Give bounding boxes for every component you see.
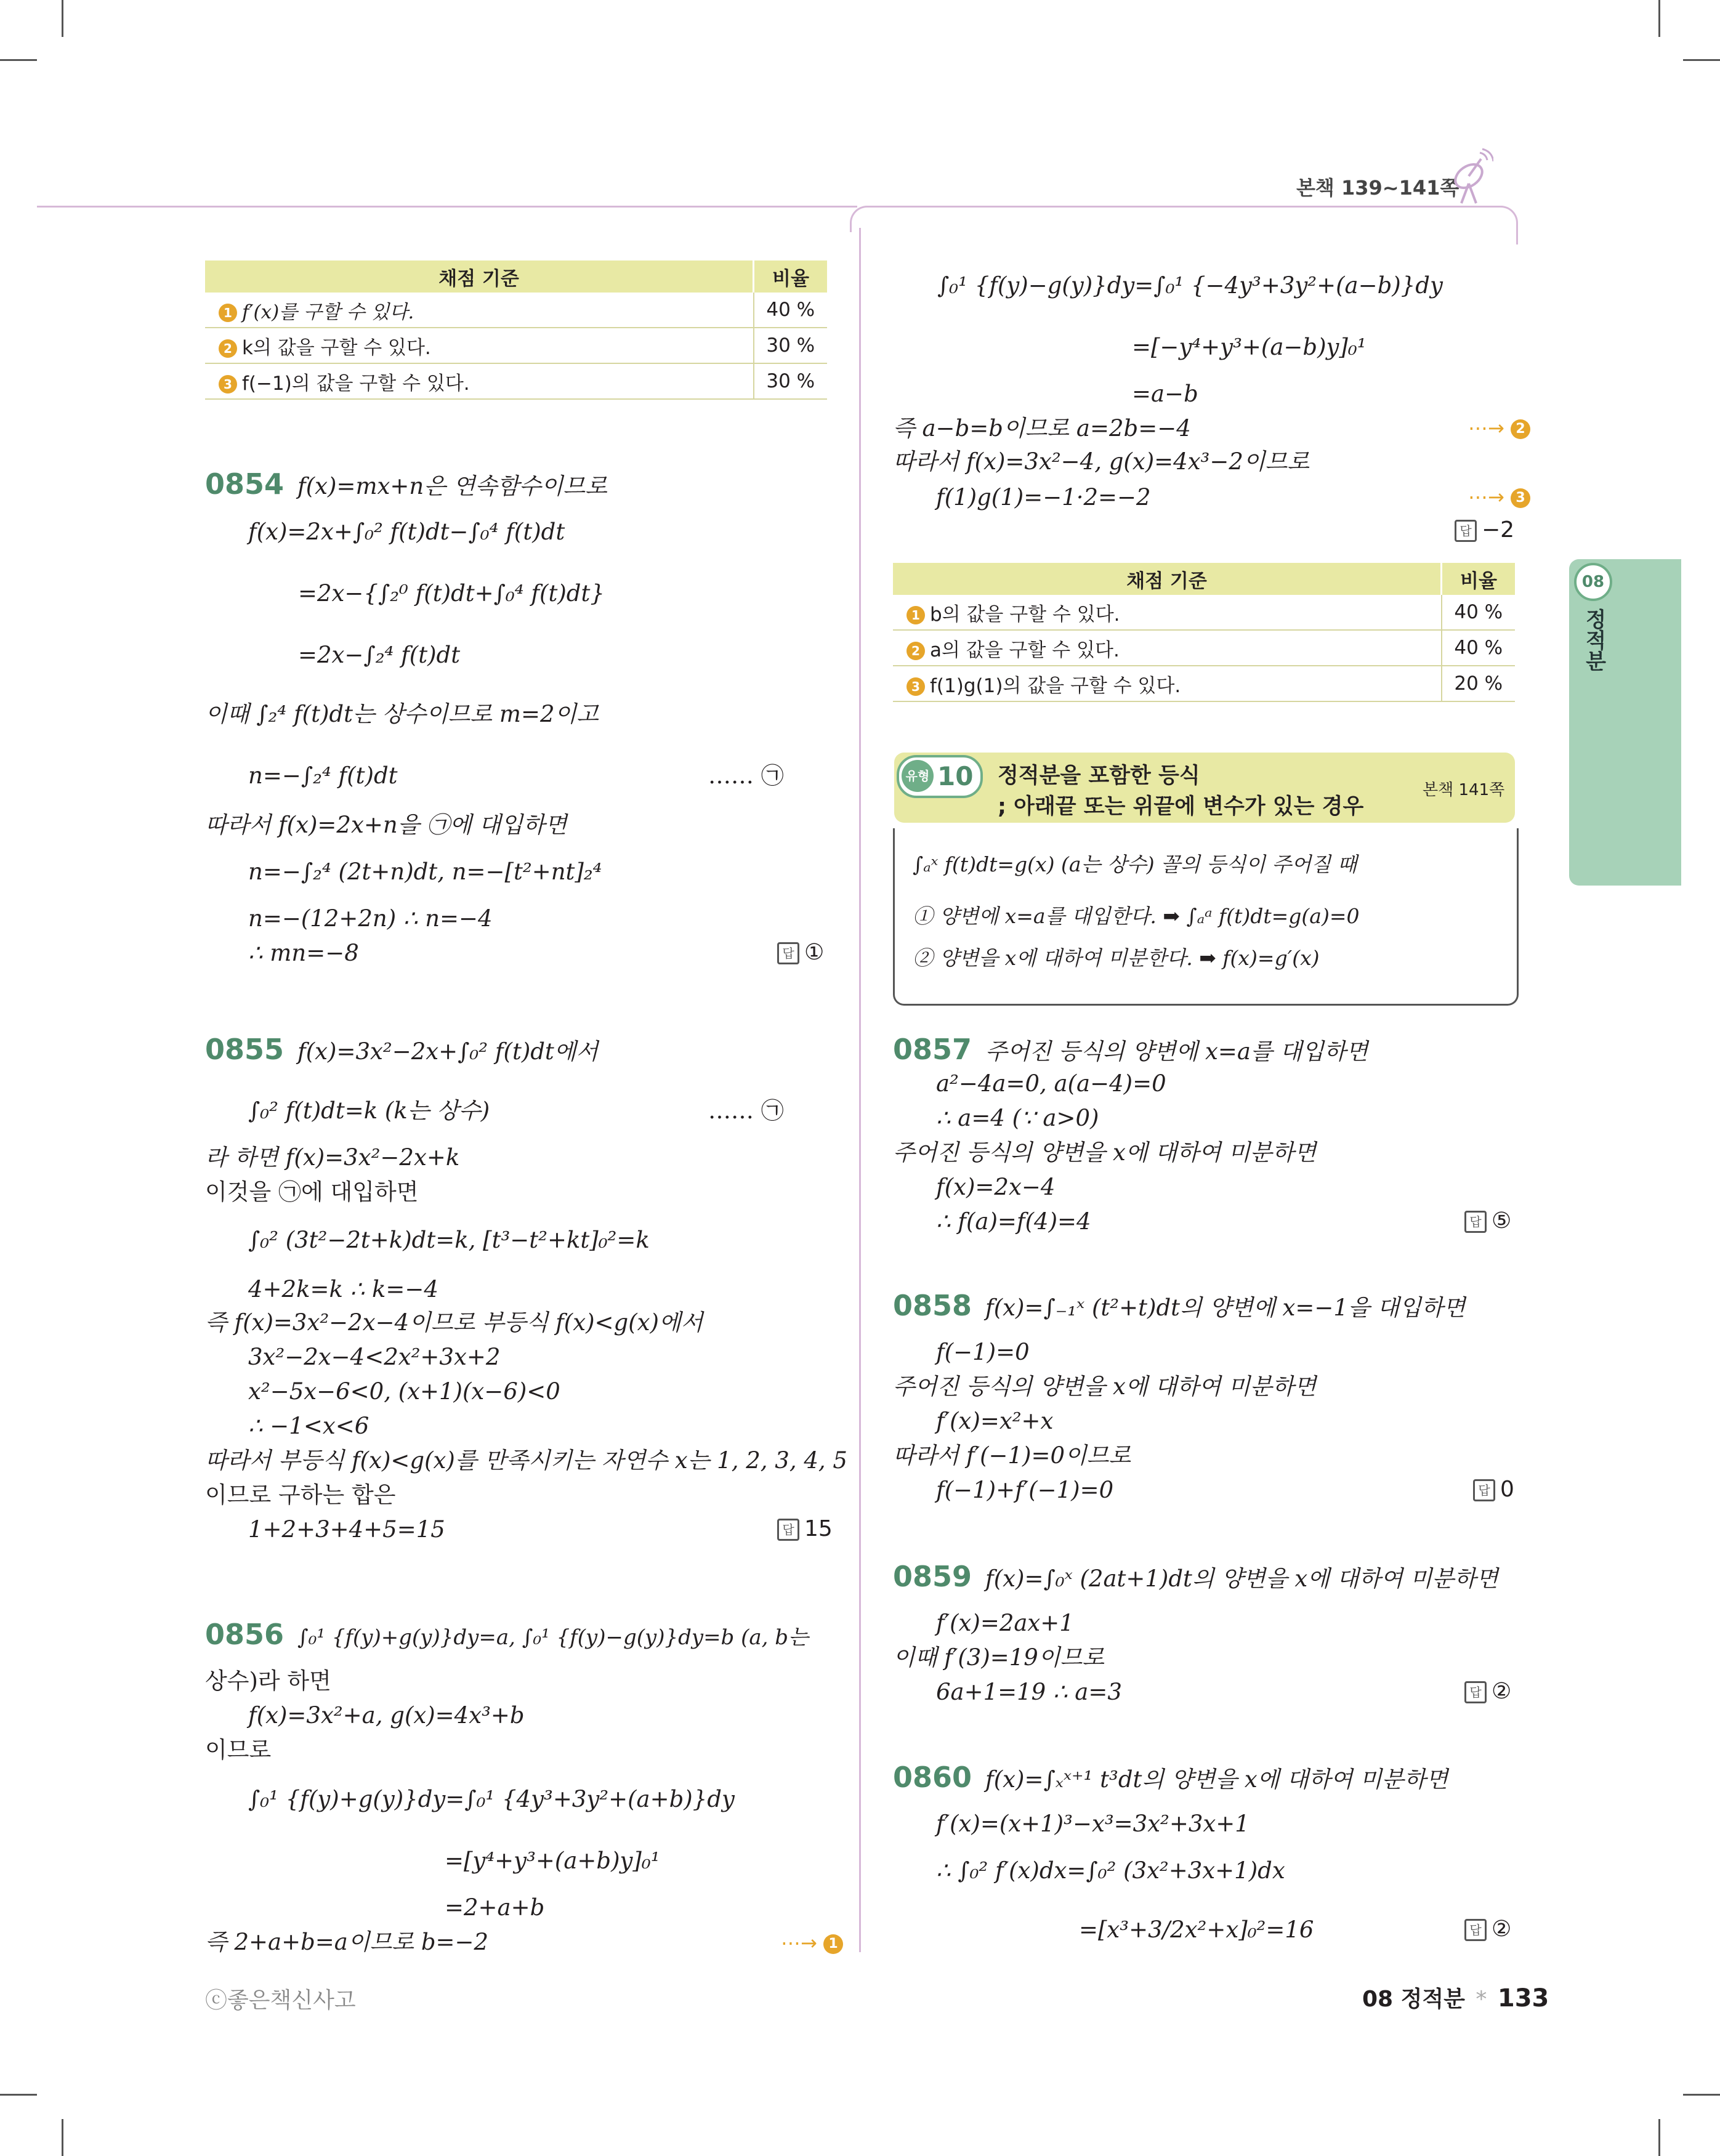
solution-line: 주어진 등식의 양변에 x=a를 대입하면 <box>985 1038 1368 1065</box>
solution-line: 3x²−2x−4<2x²+3x+2 <box>248 1344 501 1370</box>
solution-line: 이때 ∫₂⁴ f(t)dt는 상수이므로 m=2이고 <box>205 701 599 727</box>
problem-0854 <box>205 469 607 501</box>
step-number: 1 <box>219 304 237 322</box>
answer <box>1464 1916 1511 1942</box>
solution-line: f(−1)+f′(−1)=0 <box>936 1477 1114 1503</box>
table-row <box>893 595 1515 630</box>
step-mark: ⋯→ 1 <box>781 1931 843 1955</box>
solution-line: f(x)=mx+n은 연속함수이므로 <box>297 473 607 499</box>
table-cell: f(−1)의 값을 구할 수 있다. <box>242 372 470 395</box>
chapter-tab-title: 정적분 <box>1581 608 1606 671</box>
table-cell: 20 % <box>1442 666 1516 701</box>
solution-line: n=−∫₂⁴ f(t)dt <box>248 762 398 789</box>
table-cell: k의 값을 구할 수 있다. <box>242 336 431 359</box>
solution-line: ∫₀¹ {f(y)+g(y)}dy=a, ∫₀¹ {f(y)−g(y)}dy=b (a, b는 <box>297 1625 809 1650</box>
header-rule <box>37 206 857 208</box>
solution-line: ∴ a=4 (∵ a>0) <box>936 1105 1099 1131</box>
footer-separator: * <box>1476 1987 1487 2012</box>
problem-number: 0859 <box>893 1560 972 1593</box>
solution-line: 따라서 f(x)=3x²−4, g(x)=4x³−2이므로 <box>893 448 1310 475</box>
summary-line: ① 양변에 x=a를 대입한다. ➡ ∫ₐᵃ f(t)dt=g(a)=0 <box>913 904 1360 928</box>
step-number: 2 <box>906 642 925 660</box>
page-reference: 본책 139~141쪽 <box>1296 176 1460 200</box>
step-mark: ⋯→ 3 <box>1468 485 1530 509</box>
answer-icon: 답 <box>1455 520 1477 542</box>
answer-value: −2 <box>1482 517 1515 543</box>
answer <box>1473 1477 1514 1502</box>
solution-line: f′(x)=2ax+1 <box>936 1610 1074 1636</box>
solution-line: 주어진 등식의 양변을 x에 대하여 미분하면 <box>893 1373 1317 1400</box>
answer-icon: 답 <box>1473 1479 1495 1501</box>
solution-line: 따라서 f′(−1)=0이므로 <box>893 1442 1131 1469</box>
solution-line: 6a+1=19 ∴ a=3 <box>936 1679 1122 1705</box>
column-divider <box>859 228 861 1952</box>
answer-value: ② <box>1492 1916 1512 1942</box>
table-cell: f(1)g(1)의 값을 구할 수 있다. <box>930 674 1181 697</box>
solution-line: ∫₀¹ {f(y)−g(y)}dy=∫₀¹ {−4y³+3y²+(a−b)}dy <box>937 272 1443 299</box>
solution-line: =2x−∫₂⁴ f(t)dt <box>298 642 461 668</box>
problem-number: 0855 <box>205 1033 285 1066</box>
table-cell: f′(x)를 구할 수 있다. <box>242 301 414 323</box>
table-row <box>205 363 827 399</box>
answer-icon: 답 <box>1464 1919 1487 1941</box>
problem-number: 0856 <box>205 1618 285 1651</box>
equation-tag: …… ㉠ <box>708 762 784 789</box>
solution-line: f(x)=∫ₓˣ⁺¹ t³dt의 양변을 x에 대하여 미분하면 <box>985 1766 1448 1793</box>
footer-chapter: 08 정적분 <box>1362 1987 1465 2012</box>
table-row <box>205 293 827 328</box>
crop-mark <box>62 0 63 37</box>
problem-0860 <box>893 1762 1448 1795</box>
answer-icon: 답 <box>777 1519 799 1541</box>
problem-number: 0857 <box>893 1033 972 1066</box>
table-cell: 30 % <box>754 328 828 363</box>
step-number: 3 <box>219 375 237 394</box>
answer-value: 15 <box>804 1516 833 1541</box>
solution-line: ∴ f(a)=f(4)=4 <box>936 1208 1091 1235</box>
solution-line: 즉 f(x)=3x²−2x−4이므로 부등식 f(x)<g(x)에서 <box>205 1309 703 1336</box>
solution-line: 따라서 부등식 f(x)<g(x)를 만족시키는 자연수 x는 1, 2, 3, 4, 5 <box>205 1447 847 1474</box>
answer <box>1455 517 1514 543</box>
crop-mark <box>1683 59 1720 61</box>
solution-line: n=−∫₂⁴ (2t+n)dt, n=−[t²+nt]₂⁴ <box>248 858 602 885</box>
solution-line: =[−y⁴+y³+(a−b)y]₀¹ <box>1132 334 1367 360</box>
type-title: 정적분을 포함한 등식 <box>998 764 1200 788</box>
solution-line: f(x)=3x²+a, g(x)=4x³+b <box>248 1702 525 1729</box>
scoring-table-2 <box>893 563 1515 702</box>
answer-value: ① <box>804 940 825 965</box>
crop-mark <box>62 2119 63 2156</box>
table-row <box>205 328 827 363</box>
summary-line: ② 양변을 x에 대하여 미분한다. ➡ f(x)=g′(x) <box>913 946 1320 970</box>
solution-line: 따라서 f(x)=2x+n을 ㉠에 대입하면 <box>205 812 567 838</box>
solution-line: f(x)=3x²−2x+∫₀² f(t)dt에서 <box>297 1038 599 1065</box>
answer-value: 0 <box>1500 1477 1514 1502</box>
solution-line: ∫₀¹ {f(y)+g(y)}dy=∫₀¹ {4y³+3y²+(a+b)}dy <box>248 1786 735 1812</box>
header-rule-curve <box>1490 206 1518 244</box>
solution-line: 즉 2+a+b=a이므로 b=−2 <box>205 1929 489 1955</box>
type-subtitle: ; 아래끝 또는 위끝에 변수가 있는 경우 <box>998 794 1364 819</box>
solution-line: 즉 a−b=b이므로 a=2b=−4 <box>893 415 1191 442</box>
answer-value: ② <box>1492 1679 1512 1704</box>
step-mark: ⋯→ 2 <box>1468 416 1530 440</box>
solution-line: 이때 f′(3)=19이므로 <box>893 1644 1105 1671</box>
problem-0857 <box>893 1035 1368 1067</box>
solution-line: 라 하면 f(x)=3x²−2x+k <box>205 1144 460 1171</box>
problem-number: 0860 <box>893 1761 972 1794</box>
solution-line: n=−(12+2n) ∴ n=−4 <box>248 905 493 932</box>
header-rule-curve <box>850 206 882 232</box>
answer-icon: 답 <box>1464 1211 1487 1233</box>
solution-line: 이므로 구하는 합은 <box>205 1482 396 1508</box>
solution-line: 1+2+3+4+5=15 <box>248 1516 445 1543</box>
table-cell: a의 값을 구할 수 있다. <box>930 639 1120 661</box>
problem-0855 <box>205 1035 598 1067</box>
crop-mark <box>1658 0 1660 37</box>
step-number: 1 <box>906 606 925 624</box>
type-badge-label: 유형 <box>902 760 934 792</box>
type-badge-number: 10 <box>937 761 974 791</box>
answer <box>1464 1679 1511 1704</box>
table-cell: 40 % <box>1442 630 1516 666</box>
table-cell: 30 % <box>754 363 828 399</box>
answer <box>777 940 824 965</box>
header-rule <box>874 206 1503 208</box>
footer-page-info <box>1362 1982 1549 2013</box>
table-cell: 40 % <box>754 293 828 328</box>
summary-line: ∫ₐˣ f(t)dt=g(x) (a는 상수) 꼴의 등식이 주어질 때 <box>913 852 1357 876</box>
table-cell: 40 % <box>1442 595 1516 630</box>
answer <box>1464 1208 1511 1233</box>
solution-line: 4+2k=k ∴ k=−4 <box>248 1276 438 1302</box>
solution-line: a²−4a=0, a(a−4)=0 <box>936 1070 1166 1097</box>
equation-tag: …… ㉠ <box>708 1097 784 1124</box>
table-header: 비율 <box>1442 563 1516 595</box>
crop-mark <box>0 2094 37 2096</box>
step-number: 3 <box>906 677 925 696</box>
problem-0856 <box>205 1620 809 1652</box>
solution-line: f(x)=∫₀ˣ (2at+1)dt의 양변을 x에 대하여 미분하면 <box>985 1565 1498 1592</box>
solution-line: ∫₀² f(t)dt=k (k는 상수) <box>248 1097 490 1124</box>
solution-line: f(x)=2x+∫₀² f(t)dt−∫₀⁴ f(t)dt <box>248 519 565 545</box>
satellite-dish-icon <box>1444 147 1493 208</box>
type-reference: 본책 141쪽 <box>1423 781 1505 799</box>
solution-line: =[y⁴+y³+(a+b)y]₀¹ <box>445 1847 660 1874</box>
solution-line: =2+a+b <box>445 1894 545 1921</box>
solution-line: f(x)=2x−4 <box>936 1174 1056 1200</box>
table-header: 채점 기준 <box>893 563 1442 595</box>
solution-line: f′(x)=(x+1)³−x³=3x²+3x+1 <box>936 1811 1250 1837</box>
copyright: ⓒ좋은책신사고 <box>205 1988 356 2013</box>
solution-line: =2x−{∫₂⁰ f(t)dt+∫₀⁴ f(t)dt} <box>298 580 605 607</box>
table-row <box>893 666 1515 701</box>
chapter-tab-number: 08 <box>1574 563 1612 601</box>
solution-line: f(1)g(1)=−1·2=−2 <box>936 484 1151 511</box>
solution-line: 이므로 <box>205 1737 272 1763</box>
problem-number: 0858 <box>893 1289 972 1322</box>
table-header: 채점 기준 <box>205 260 754 293</box>
crop-mark <box>1683 2094 1720 2096</box>
solution-line: 이것을 ㉠에 대입하면 <box>205 1179 419 1205</box>
answer-icon: 답 <box>1464 1681 1487 1703</box>
page-number: 133 <box>1497 1984 1549 2013</box>
crop-mark <box>0 59 37 61</box>
table-row <box>893 630 1515 666</box>
solution-line: =a−b <box>1132 381 1198 407</box>
table-cell: b의 값을 구할 수 있다. <box>930 603 1120 626</box>
solution-line: ∫₀² (3t²−2t+k)dt=k, [t³−t²+kt]₀²=k <box>248 1227 650 1253</box>
table-header: 비율 <box>754 260 828 293</box>
answer-icon: 답 <box>777 942 799 964</box>
step-number: 2 <box>219 339 237 358</box>
solution-line: ∴ ∫₀² f′(x)dx=∫₀² (3x²+3x+1)dx <box>936 1857 1285 1884</box>
answer-value: ⑤ <box>1492 1208 1512 1233</box>
solution-line: ∴ −1<x<6 <box>248 1413 369 1439</box>
solution-line: f(x)=∫₋₁ˣ (t²+t)dt의 양변에 x=−1을 대입하면 <box>985 1294 1466 1321</box>
solution-line: f(−1)=0 <box>936 1339 1030 1365</box>
problem-number: 0854 <box>205 467 285 501</box>
scoring-table-1 <box>205 260 827 400</box>
answer <box>777 1516 833 1541</box>
solution-line: x²−5x−6<0, (x+1)(x−6)<0 <box>248 1378 560 1405</box>
solution-line: 주어진 등식의 양변을 x에 대하여 미분하면 <box>893 1139 1317 1166</box>
solution-line: f′(x)=x²+x <box>936 1408 1054 1434</box>
solution-line: 상수)라 하면 <box>205 1668 331 1694</box>
solution-line: ∴ mn=−8 <box>248 940 359 966</box>
problem-0859 <box>893 1562 1498 1594</box>
crop-mark <box>1658 2119 1660 2156</box>
type-badge <box>897 755 983 798</box>
problem-0858 <box>893 1291 1465 1323</box>
solution-line: =[x³+3/2x²+x]₀²=16 <box>1079 1916 1314 1943</box>
